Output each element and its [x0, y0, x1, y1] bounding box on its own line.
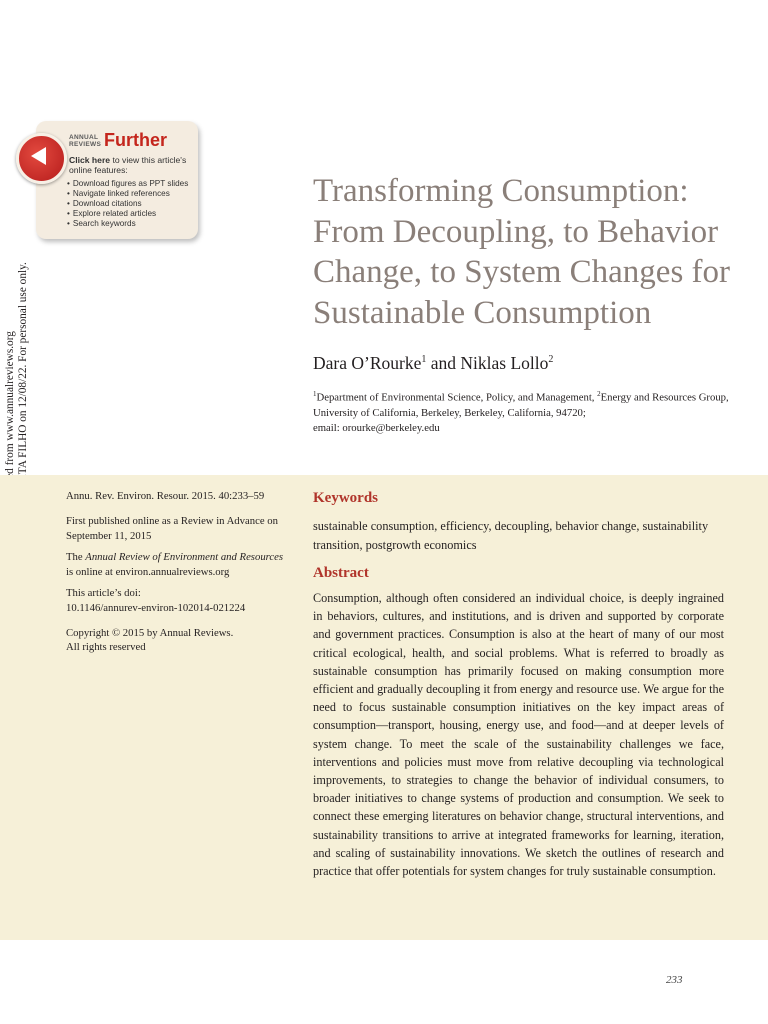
further-button[interactable] [16, 133, 67, 184]
abstract-heading: Abstract [313, 565, 369, 581]
feature-references[interactable]: • Navigate linked references [67, 189, 188, 199]
author-line [313, 353, 553, 374]
further-title: Further [104, 130, 167, 150]
annual-reviews-logo: ANNUAL REVIEWS [69, 134, 102, 148]
affil-text: Department of Environmental Science, Policy, and Management, [316, 391, 598, 404]
affiliations [313, 387, 733, 436]
title-line: From Decoupling, to Behavior [313, 213, 719, 250]
author-name: Dara O’Rourke [313, 353, 422, 373]
journal-name: Annual Review of Environment and Resources [85, 551, 284, 563]
journal-suffix: is online at environ.annualreviews.org [66, 565, 230, 578]
doi-link[interactable]: 10.1146/annurev-environ-102014-021224 [66, 602, 246, 614]
affil-mark: 1 [313, 390, 317, 398]
further-description-text: to view this article's online features: [69, 155, 187, 175]
journal-info [66, 550, 284, 579]
keywords-heading: Keywords [313, 490, 378, 506]
affil-text: Energy and Resources Group, University of California, Berkeley, Berkeley, California, 94720; [313, 391, 729, 419]
feature-keywords[interactable]: • Search keywords [67, 219, 188, 229]
copyright: Copyright © 2015 by Annual Reviews. [66, 627, 234, 639]
click-here-link[interactable]: Click here [69, 155, 111, 165]
title-line: Change, to System Changes for [313, 254, 731, 290]
first-published: First published online as a Review in Advance on September 11, 2015 [66, 515, 278, 542]
feature-citations[interactable]: • Download citations [67, 199, 188, 209]
doi-label: This article’s doi: [66, 587, 141, 599]
article-title [313, 171, 753, 333]
feature-related[interactable]: • Explore related articles [67, 209, 188, 219]
further-feature-list [67, 179, 188, 229]
title-line: Sustainable Consumption [313, 294, 652, 331]
journal-prefix: The [66, 551, 86, 563]
further-description [69, 155, 195, 175]
citation: Annu. Rev. Environ. Resour. 2015. 40:233–59 [66, 490, 265, 502]
play-left-icon [28, 145, 50, 167]
title-line: Transforming Consumption: [313, 173, 689, 209]
page-number: 233 [666, 974, 683, 986]
keywords-list: sustainable consumption, efficiency, decoupling, behavior change, sustainability transition, postgrowth economics [313, 519, 709, 552]
author-conjunction: and [426, 353, 461, 373]
abstract-body: Consumption, although often considered an individual choice, is deeply ingrained in behaviors, cultures, and institutions, and is driven and supported by corporate and government practices. Consumption is also at the heart of many of our most critical ecological, health, and social problems. What is referred to broadly as sustainable consumption has primarily focused on making consumption more efficient and gradually decoupling it from energy and resource use. We argue for the need to focus sustainable consumption initiatives on the key impact areas of consumption—transport, housing, energy use, and food—and at deeper levels of system change. To meet the scale of the sustainability challenges we face, interventions and policies must move from relative decoupling via technological improvements, to strategies to change the behavior of individual consumers, to broader initiatives to change systems of production and consumption. We seek to connect these emerging literatures on behavior change, structural interventions, and sustainability transitions to arrive at integrated frameworks for learning, iteration, and scaling of sustainability innovations. We sketch the outlines of research and practice that offer potentials for system changes for truly sustainable consumption. [313, 591, 724, 879]
author-affil-mark: 2 [548, 354, 554, 366]
author-name: Niklas Lollo [460, 353, 549, 373]
rights: All rights reserved [66, 641, 146, 653]
affil-mark: 2 [597, 390, 601, 398]
author-affil-mark: 1 [421, 354, 427, 366]
feature-ppt[interactable]: • Download figures as PPT slides [67, 179, 188, 189]
contact-email: email: orourke@berkeley.edu [313, 422, 440, 435]
